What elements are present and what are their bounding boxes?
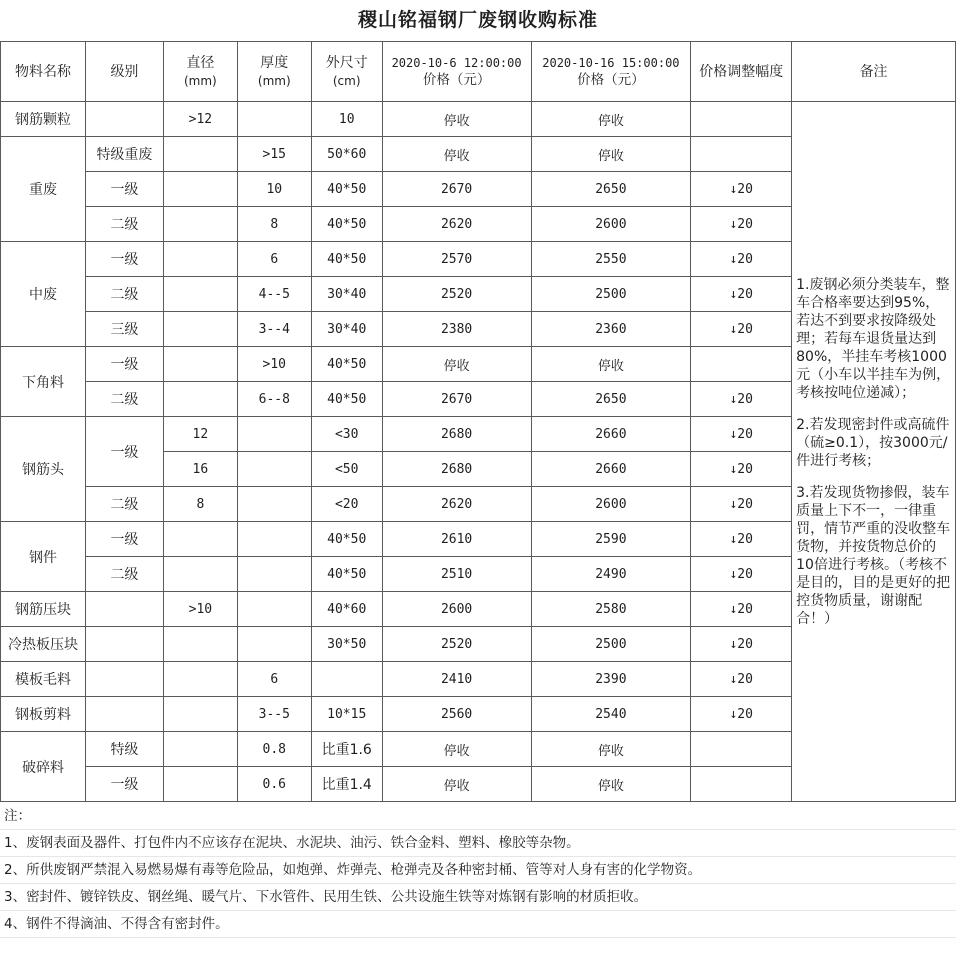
thickness: 10 [237,172,311,207]
grade [85,697,163,732]
price-2: 2390 [531,662,691,697]
material-name: 中废 [1,242,86,347]
price-1: 2680 [382,452,531,487]
thickness: >15 [237,137,311,172]
thickness [237,627,311,662]
diameter [163,662,237,697]
material-name: 钢板剪料 [1,697,86,732]
remarks-cell [792,102,956,802]
diameter [163,767,237,802]
price-1: 2510 [382,557,531,592]
thickness: 0.6 [237,767,311,802]
size: 40*60 [311,592,382,627]
diameter [163,207,237,242]
diameter [163,172,237,207]
price-adjust: ↓20 [691,417,792,452]
size: 50*60 [311,137,382,172]
page-title: 稷山铭福钢厂废钢收购标准 [357,9,598,31]
price-adjust: ↓20 [691,522,792,557]
diameter [163,382,237,417]
price-2: 2650 [531,382,691,417]
diameter: 8 [163,487,237,522]
diameter [163,347,237,382]
grade: 二级 [85,277,163,312]
size: 40*50 [311,557,382,592]
price-adjust: ↓20 [691,242,792,277]
material-name: 钢筋头 [1,417,86,522]
size: <50 [311,452,382,487]
grade [85,102,163,137]
footer-notes [0,801,956,938]
header-row [1,42,956,102]
grade [85,592,163,627]
price-adjust: ↓20 [691,592,792,627]
diameter [163,312,237,347]
footer-note-1: 1、废钢表面及器件、打包件内不应该存在泥块、水泥块、油污、铁合金料、塑料、橡胶等杂物。 [0,830,956,857]
price-2: 停收 [531,137,691,172]
price-2: 停收 [531,347,691,382]
price-2: 2580 [531,592,691,627]
size: 10 [311,102,382,137]
thickness [237,452,311,487]
price-adjust [691,102,792,137]
price-adjust [691,347,792,382]
price-2: 2600 [531,207,691,242]
price-2: 2360 [531,312,691,347]
grade: 二级 [85,207,163,242]
size: 比重1.6 [311,732,382,767]
thickness [237,557,311,592]
remark-1: 1.废钢必须分类装车，整车合格率要达到95%，若达不到要求按降级处理；若每车退货量达到80%，半挂车考核1000元（小车以半挂车为例，考核按吨位递减）； [796,276,951,401]
header-thickness-label: 厚度 [260,54,289,71]
grade: 二级 [85,557,163,592]
material-name: 钢筋颗粒 [1,102,86,137]
diameter [163,627,237,662]
diameter: 16 [163,452,237,487]
grade [85,662,163,697]
price-1: 停收 [382,767,531,802]
thickness: >10 [237,347,311,382]
material-name: 钢筋压块 [1,592,86,627]
grade [85,627,163,662]
material-name: 模板毛料 [1,662,86,697]
thickness: 6 [237,662,311,697]
price-2: 停收 [531,102,691,137]
price-1: 2560 [382,697,531,732]
size: 40*50 [311,522,382,557]
diameter [163,557,237,592]
diameter: >12 [163,102,237,137]
grade: 特级重废 [85,137,163,172]
price-1: 2380 [382,312,531,347]
thickness [237,592,311,627]
grade: 三级 [85,312,163,347]
price-1: 停收 [382,347,531,382]
diameter [163,277,237,312]
price-adjust: ↓20 [691,382,792,417]
grade: 一级 [85,172,163,207]
diameter [163,522,237,557]
price-adjust: ↓20 [691,697,792,732]
thickness: 0.8 [237,732,311,767]
price-2: 2550 [531,242,691,277]
price-2: 2490 [531,557,691,592]
size: <20 [311,487,382,522]
diameter: >10 [163,592,237,627]
price-1: 停收 [382,732,531,767]
header-size [311,42,382,102]
price-adjust: ↓20 [691,452,792,487]
price-table [0,41,956,802]
thickness [237,522,311,557]
diameter [163,732,237,767]
header-grade: 级别 [85,42,163,102]
header-price-2-label: 价格（元） [577,71,645,88]
price-adjust: ↓20 [691,557,792,592]
footer-label: 注： [0,801,956,830]
size: 40*50 [311,382,382,417]
price-1: 2620 [382,207,531,242]
remark-3: 3.若发现货物掺假，装车质量上下不一，一律重罚，情节严重的没收整车货物，并按货物总价的10倍进行考核。（考核不是目的，目的是更好的把控货物质量，谢谢配合！） [796,484,951,627]
price-adjust: ↓20 [691,277,792,312]
diameter [163,137,237,172]
price-adjust [691,732,792,767]
thickness: 8 [237,207,311,242]
grade: 二级 [85,382,163,417]
thickness: 3--4 [237,312,311,347]
header-size-label: 外尺寸 [325,54,368,71]
price-2: 2650 [531,172,691,207]
price-2: 停收 [531,732,691,767]
size: 10*15 [311,697,382,732]
thickness: 6--8 [237,382,311,417]
price-2: 2590 [531,522,691,557]
price-adjust: ↓20 [691,312,792,347]
header-size-unit: (cm) [332,73,361,88]
price-1: 2410 [382,662,531,697]
header-adjust: 价格调整幅度 [691,42,792,102]
header-name: 物料名称 [1,42,86,102]
price-adjust: ↓20 [691,172,792,207]
material-name: 下角料 [1,347,86,417]
size [311,662,382,697]
header-price-1 [382,42,531,102]
material-name: 钢件 [1,522,86,592]
grade: 一级 [85,417,163,487]
grade: 特级 [85,732,163,767]
size: 比重1.4 [311,767,382,802]
header-price-1-label: 价格（元） [422,71,491,88]
header-diameter-unit: (mm) [184,73,217,88]
price-1: 停收 [382,137,531,172]
price-2: 停收 [531,767,691,802]
thickness [237,417,311,452]
price-1: 2520 [382,627,531,662]
thickness: 4--5 [237,277,311,312]
thickness [237,102,311,137]
thickness: 6 [237,242,311,277]
price-1: 2610 [382,522,531,557]
price-1: 2570 [382,242,531,277]
grade: 一级 [85,767,163,802]
price-2: 2500 [531,277,691,312]
grade: 二级 [85,487,163,522]
price-1: 2670 [382,172,531,207]
price-adjust [691,137,792,172]
grade: 一级 [85,242,163,277]
header-remark: 备注 [792,42,956,102]
diameter: 12 [163,417,237,452]
header-date-1: 2020-10-6 12:00:00 [391,55,522,70]
grade: 一级 [85,347,163,382]
size: 40*50 [311,347,382,382]
price-1: 2600 [382,592,531,627]
header-thickness [237,42,311,102]
size: <30 [311,417,382,452]
price-adjust: ↓20 [691,207,792,242]
grade: 一级 [85,522,163,557]
size: 40*50 [311,207,382,242]
price-2: 2540 [531,697,691,732]
size: 30*50 [311,627,382,662]
size: 30*40 [311,277,382,312]
price-1: 2670 [382,382,531,417]
material-name: 冷热板压块 [1,627,86,662]
material-name: 破碎料 [1,732,86,802]
thickness [237,487,311,522]
price-1: 2620 [382,487,531,522]
size: 40*50 [311,172,382,207]
price-2: 2600 [531,487,691,522]
header-diameter-label: 直径 [186,54,215,71]
remark-2: 2.若发现密封件或高硫件（硫≥0.1），按3000元/件进行考核； [796,416,950,469]
price-adjust: ↓20 [691,662,792,697]
footer-note-3: 3、密封件、镀锌铁皮、钢丝绳、暖气片、下水管件、民用生铁、公共设施生铁等对炼钢有影响的材质拒收。 [0,884,956,911]
header-price-2 [531,42,691,102]
price-adjust: ↓20 [691,627,792,662]
table-row [1,102,956,137]
price-1: 2520 [382,277,531,312]
price-adjust [691,767,792,802]
material-name: 重废 [1,137,86,242]
header-diameter [163,42,237,102]
diameter [163,242,237,277]
thickness: 3--5 [237,697,311,732]
diameter [163,697,237,732]
price-1: 停收 [382,102,531,137]
price-adjust: ↓20 [691,487,792,522]
size: 30*40 [311,312,382,347]
footer-note-2: 2、所供废钢严禁混入易燃易爆有毒等危险品，如炮弹、炸弹壳、枪弹壳及各种密封桶、管等对人身有害的化学物资。 [0,857,956,884]
header-thickness-unit: (mm) [257,73,291,88]
price-2: 2500 [531,627,691,662]
price-2: 2660 [531,452,691,487]
price-2: 2660 [531,417,691,452]
size: 40*50 [311,242,382,277]
footer-note-4: 4、钢件不得滴油、不得含有密封件。 [0,911,956,938]
price-1: 2680 [382,417,531,452]
header-date-2: 2020-10-16 15:00:00 [542,55,680,70]
